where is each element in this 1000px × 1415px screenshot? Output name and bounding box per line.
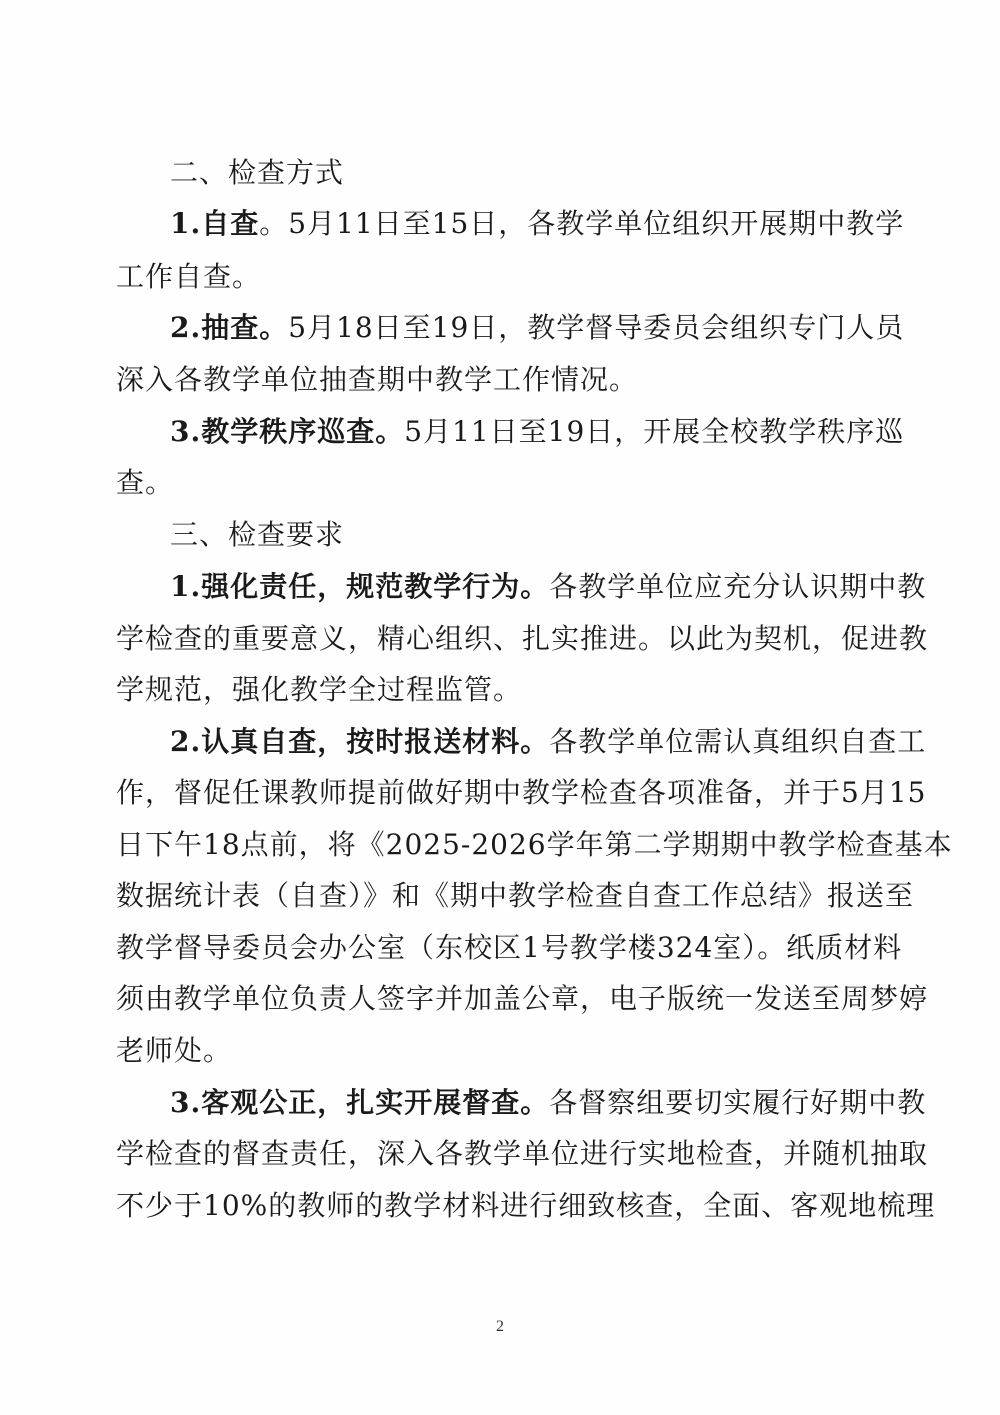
paragraph-line: 老师处。 [116,1034,233,1067]
paragraph-strengthen-responsibility [170,567,926,607]
paragraph-self-check-submit [170,722,926,762]
paragraph-line: 日下午18点前，将《2025-2026学年第二学期期中教学检查基本 [116,828,953,861]
paragraph-line: 不少于10%的教师的教学材料进行细致核查，全面、客观地梳理 [116,1189,936,1222]
paragraph-line: 深入各教学单位抽查期中教学工作情况。 [116,363,639,396]
section-heading-inspection-method: 二、检查方式 [170,156,345,189]
paragraph-line: 教学督导委员会办公室（东校区1号教学楼324室）。纸质材料 [116,931,903,964]
paragraph-spot-check [170,308,904,348]
section-heading-inspection-requirements: 三、检查要求 [170,518,345,551]
paragraph-line: 学检查的重要意义，精心组织、扎实推进。以此为契机，促进教 [116,622,929,655]
item-title: 2.抽查。 [170,311,289,344]
page-number: 2 [496,1318,504,1335]
item-text: 各教学单位需认真组织自查工 [549,725,927,758]
paragraph-line: 查。 [116,466,175,499]
paragraph-line: 工作自查。 [116,260,262,293]
paragraph-line: 学规范，强化教学全过程监管。 [116,673,523,706]
paragraph-line: 数据统计表（自查）》和《期中教学检查自查工作总结》报送至 [116,879,915,912]
item-title: 3.客观公正，扎实开展督查。 [170,1086,550,1119]
paragraph-line: 须由教学单位负责人签字并加盖公章，电子版统一发送至周梦婷 [116,982,929,1015]
paragraph-patrol-check [170,412,904,452]
paragraph-self-check [170,204,904,244]
item-title: 3.教学秩序巡查。 [170,415,405,448]
item-text: 5月18日至19日，教学督导委员会组织专门人员 [288,311,905,344]
item-title: 2.认真自查，按时报送材料。 [170,725,550,758]
item-title: 1.强化责任，规范教学行为。 [170,570,550,603]
item-text: 。5月11日至15日，各教学单位组织开展期中教学 [259,207,905,240]
item-text: 各督察组要切实履行好期中教 [549,1086,927,1119]
paragraph-objective-supervision [170,1083,926,1123]
item-text: 5月11日至19日，开展全校教学秩序巡 [404,415,905,448]
item-title: 1.自查 [170,207,260,240]
paragraph-line: 作，督促任课教师提前做好期中教学检查各项准备，并于5月15 [116,776,927,809]
paragraph-line: 学检查的督查责任，深入各教学单位进行实地检查，并随机抽取 [116,1137,929,1170]
item-text: 各教学单位应充分认识期中教 [549,570,927,603]
